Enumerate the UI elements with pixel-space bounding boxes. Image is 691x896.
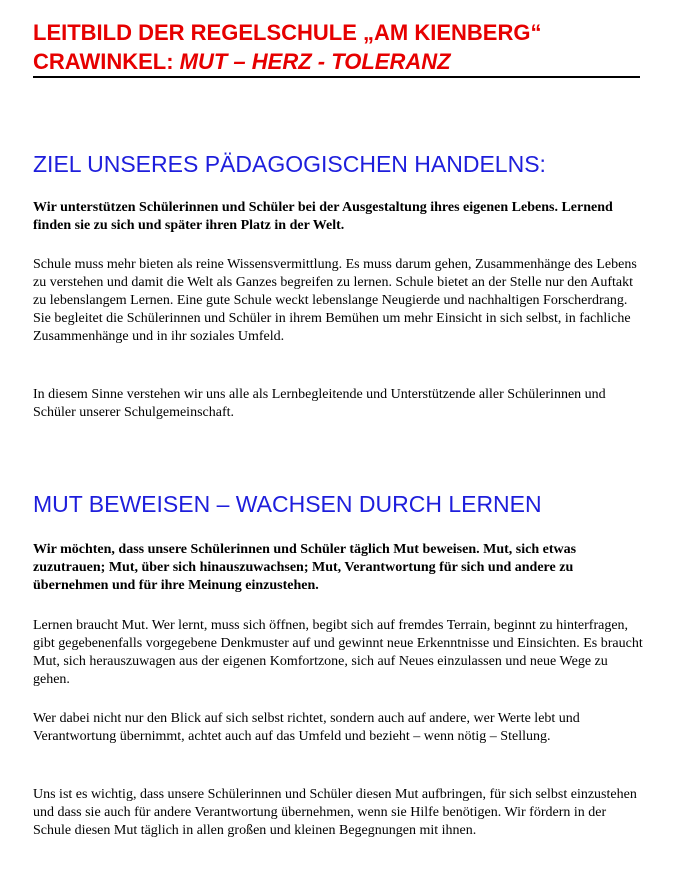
paragraph-mut-2: Wer dabei nicht nur den Blick auf sich selbst richtet, sondern auch auf andere, wer Werte lebt und Verantwortung übernimmt, achtet auch auf das Umfeld und bezieht – wenn nötig – Stellung.	[33, 711, 580, 744]
title-divider	[33, 76, 640, 78]
section-heading-text: ZIEL UNSERES PÄDAGOGISCHEN HANDELNS	[33, 151, 540, 177]
paragraph-ziel-2: In diesem Sinne verstehen wir uns alle als Lernbegleitende und Unterstützende aller Schülerinnen und Schüler unserer Schulgemeinschaft.	[33, 387, 606, 420]
paragraph-mut-3: Uns ist es wichtig, dass unsere Schülerinnen und Schüler diesen Mut aufbringen, für sich selbst einzustehen und dass sie auch für andere Verantwortung übernehmen, wenn sie Hilfe benötigen. Wir fördern in der Schule diesen Mut täglich in allen großen und kleinen Begegnungen mit ihnen.	[33, 787, 637, 838]
document-title	[33, 18, 643, 76]
section-lead-ziel: Wir unterstützen Schülerinnen und Schüler bei der Ausgestaltung ihres eigenen Lebens. Lernend finden sie zu sich und später ihren Platz in der Welt.	[33, 200, 613, 233]
section-heading-mut	[33, 490, 542, 518]
title-line-1: LEITBILD DER REGELSCHULE „AM KIENBERG“	[33, 20, 542, 45]
section-heading-text: MUT BEWEISEN – WACHSEN DURCH LERNEN	[33, 491, 542, 517]
section-lead-mut: Wir möchten, dass unsere Schülerinnen und Schüler täglich Mut beweisen. Mut, sich etwas zuzutrauen; Mut, über sich hinauszuwachsen; Mut, Verantwortung für sich und andere zu übernehmen und für ihre Meinung einzustehen.	[33, 542, 577, 593]
section-heading-colon: :	[539, 151, 546, 177]
paragraph-ziel-1: Schule muss mehr bieten als reine Wissensvermittlung. Es muss darum gehen, Zusammenhänge des Lebens zu verstehen und damit die Welt als Ganzes begreifen zu lernen. Schule bietet an der Stelle nur den Auftakt zu lebenslangem Lernen. Eine gute Schule weckt lebenslange Neugierde und nachhaltigen Forscherdrang. Sie begleitet die Schülerinnen und Schüler in ihrem Bemühen um mehr Einsicht in sich selbst, in fachliche Zusammenhänge und in ihr soziales Umfeld.	[33, 257, 637, 344]
paragraph-mut-1: Lernen braucht Mut. Wer lernt, muss sich öffnen, begibt sich auf fremdes Terrain, beginnt zu hinterfragen, gibt gegebenenfalls vorgegebene Denkmuster auf und gewinnt neue Erkenntnisse und Einsichten. Es braucht Mut, sich herauszuwagen aus der eigenen Komfortzone, sich auf Neues einzulassen und neue Wege zu gehen.	[33, 618, 643, 687]
title-motto: MUT – HERZ - TOLERANZ	[179, 49, 451, 74]
section-heading-ziel	[33, 150, 546, 178]
title-line-2	[33, 47, 643, 76]
title-line-2-prefix: CRAWINKEL:	[33, 49, 180, 74]
